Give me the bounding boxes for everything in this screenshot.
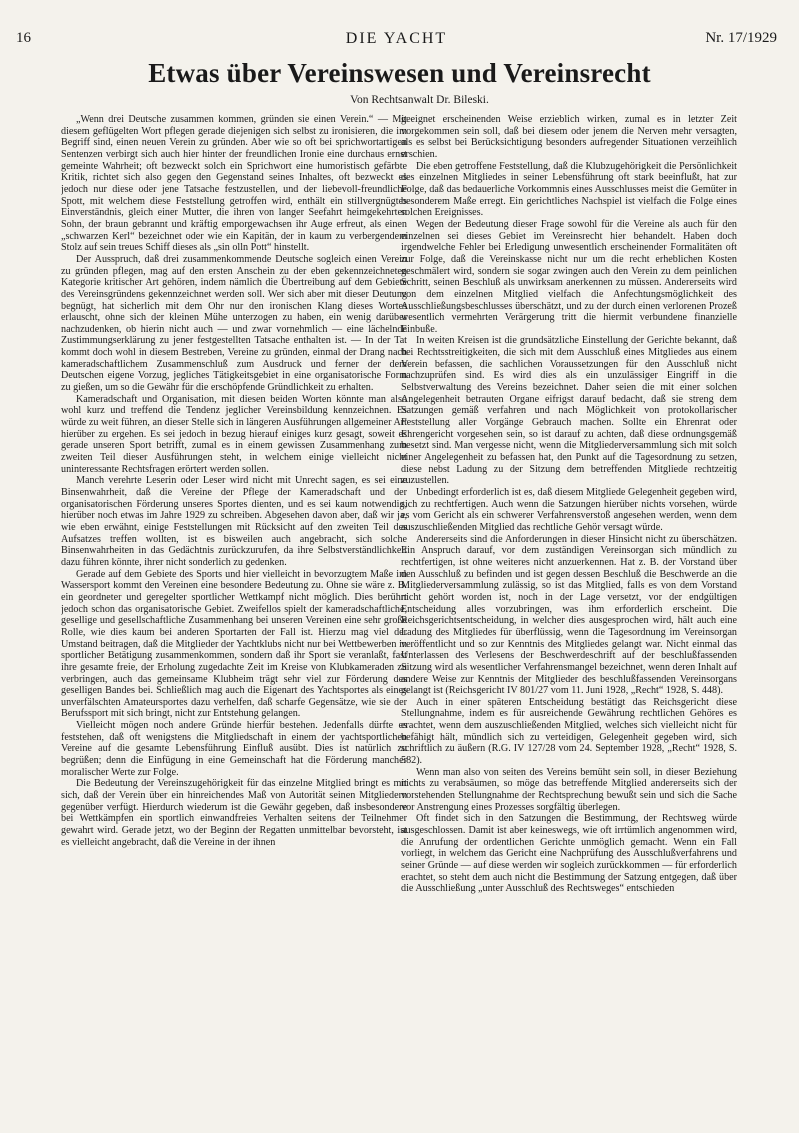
paragraph: Vielleicht mögen noch andere Gründe hierfür bestehen. Jedenfalls dürfte es feststehen, daß oft wenigstens die Mitgliedschaft in einem der yachtsportlichen Vereine auf die gesamte Lebensführung Einfluß ausübt. Dies ist natürlich zu begrüßen; denn die Einfügung in eine Gemeinschaft hat die Förderung mancher moralischer Werte zur Folge. xyxy=(61,720,407,778)
paragraph: geeignet erscheinenden Weise erzieblich wirken, zumal es in letzter Zeit vorgekommen sein soll, daß bei diesem oder jenem die Nerven mehr versagten, als es selbst bei Berücksichtigung besonders aufregender Situationen verzeihlich erschien. xyxy=(401,114,737,160)
issue-number: Nr. 17/1929 xyxy=(705,30,777,46)
paragraph: Manch verehrte Leserin oder Leser wird nicht mit Unrecht sagen, es sei eine Binsenwahrheit, daß die Vereine der Pflege der Kameradschaft und der organisatorischen Förderung unseres Sportes dienten, und es sei kaum notwendig, hierüber noch etwas im Jahre 1929 zu schreiben. Abgesehen davon aber, daß wir ja, wie eben erwähnt, einige Feststellungen mit Rücksicht auf den zweiten Teil des Aufsatzes treffen wollten, ist es bisweilen auch angebracht, sich solche Binsenwahrheiten in das Gedächtnis zurückzurufen, da ihre Selbstverständlichkeit dazu führen könnte, ihrer nicht sonderlich zu gedenken. xyxy=(61,475,407,568)
page-number: 16 xyxy=(16,30,31,46)
paragraph: Die eben getroffene Feststellung, daß die Klubzugehörigkeit die Persönlichkeit des einzelnen Mitgliedes in seiner Lebensführung oft stark beeinflußt, hat zur Folge, daß das bedauerliche Vorkommnis eines Ausschlusses meist die Gemüter in besonderem Maße erregt. Ein gerichtliches Nachspiel ist vielfach die Folge eines solchen Ereignisses. xyxy=(401,160,737,219)
paragraph: Die Bedeutung der Vereinszugehörigkeit für das einzelne Mitglied bringt es mit sich, daß der Verein über ein hinreichendes Maß von Autorität seinen Mitgliedern gegenüber verfügt. Hierdurch wiederum ist die Gewähr gegeben, daß insbesondere bei Wettkämpfen ein sportlich einwandfreies Verhalten seitens der Teilnehmer gewahrt wird. Gerade jetzt, wo der Beginn der Regatten unmittelbar bevorsteht, ist es vielleicht angebracht, daß die Vereine in der ihnen xyxy=(61,778,407,848)
paragraph: Andererseits sind die Anforderungen in dieser Hinsicht nicht zu überschätzen. Ein Anspruch darauf, vor dem zuständigen Vereinsorgan sich mündlich zu rechtfertigen, ist ohne weiteres nicht anzuerkennen. Hat z. B. der Vorstand über den Ausschluß zu befinden und ist gegen dessen Beschluß die Beschwerde an die Mitgliederversammlung zulässig, so ist das Mitglied, falls es von dem Vorstand nicht gehört worden ist, noch in der Lage versetzt, vor der endgültigen Entscheidung alles vorzubringen, was ihm erforderlich erscheint. Die Reichsgerichtsentscheidung, in welcher dies ausgesprochen wird, hält auch eine Ladung des Mitgliedes für überflüssig, wenn die Tagesordnung im Vereinsorgan veröffentlicht und so zur Kenntnis des Mitgliedes gelangt war. Nicht einmal das Unterlassen des Verlesens der Beschwerdeschrift auf der beschlußfassenden Sitzung wird als wesentlicher Verfahrensmangel bezeichnet, wenn deren Inhalt auf andere Weise zur Kenntnis der Mitglieder des beschlußfassenden Vereinsorgans gelangt ist (Reichsgericht IV 801/27 vom 11. Juni 1928, „Recht“ 1928, S. 448). xyxy=(401,533,737,697)
right-column xyxy=(401,114,737,1124)
paragraph: Gerade auf dem Gebiete des Sports und hier vielleicht in bevorzugtem Maße im Wassersport kommt den Vereinen eine besondere Bedeutung zu. Ohne sie wäre z. B. ein geordneter und geregelter sportlicher Wettkampf nicht möglich. Dies berührt jedoch schon das organisatorische Gebiet. Zweifellos spielt der kameradschaftliche, gesellige und gesellschaftliche Zusammenhang bei unseren Vereinen eine sehr große Rolle, wie dies kaum bei anderen Sportarten der Fall ist. Hierzu mag viel der Umstand beitragen, daß die Mitglieder der Yachtklubs nicht nur bei Wettbewerben in sportlicher Betätigung zusammenkommen, sondern daß ihr Sport sie veranlaßt, fast ihre gesamte freie, der Erholung zugedachte Zeit im Kreise von Klubkameraden zu verbringen, auch das gemeinsame Klubheim trägt sehr viel zur Förderung des geselligen Bandes bei. Schließlich mag auch die Eigenart des Yachtsportes als eines unverfälschten Amateursportes dazu verhelfen, daß scharfe Gegensätze, wie sie der Berufssport mit sich bringt, nicht zur Entstehung gelangen. xyxy=(61,568,407,720)
left-column xyxy=(61,114,407,1124)
article-byline: Von Rechtsanwalt Dr. Bileski. xyxy=(350,94,489,106)
paragraph: Oft findet sich in den Satzungen die Bestimmung, der Rechtsweg würde ausgeschlossen. Damit ist aber keineswegs, wie oft irrtümlich angenommen wird, die Anrufung der ordentlichen Gerichte unmöglich gemacht. Wenn ein Fall vorliegt, in welchem das Gericht eine Nachprüfung des Ausschlußverfahrens und seiner Gründe — auf diese werden wir sogleich zurückkommen — für erforderlich erachtet, so steht dem auch nicht die Bestimmung der Satzung entgegen, daß über die Ausschließung „unter Ausschluß des Rechtsweges“ entschieden xyxy=(401,813,737,895)
paragraph: Wenn man also von seiten des Vereins bemüht sein soll, in dieser Beziehung nichts zu verabsäumen, so möge das betreffende Mitglied andererseits sich der vorstehenden Stellungnahme der Rechtsprechung bewußt sein und sich die Sache vor Anstrengung eines Prozesses sorgfältig überlegen. xyxy=(401,766,737,813)
paragraph: Wegen der Bedeutung dieser Frage sowohl für die Vereine als auch für den einzelnen sei dieses Gebiet im Vereinsrecht hier behandelt. Haben doch irgendwelche Fehler bei Erledigung unwesentlich erscheinender Formalitäten oft zur Folge, daß die Vereinskasse nicht nur um die recht erheblichen Kosten geschmälert wird, sondern sie sogar zwingen auch den Verein zu dem peinlichen Schritt, seinen Beschluß als unwirksam anerkennen zu müssen. Andererseits wird von dem einzelnen Mitglied vielfach die Anfechtungsmöglichkeit des Ausschließungsbeschlusses überschätzt, und zu der durch einen verlorenen Prozeß wesentlich vermehrten Verärgerung tritt die hiermit verbundene finanzielle Einbuße. xyxy=(401,218,737,335)
paragraph: In weiten Kreisen ist die grundsätzliche Einstellung der Gerichte bekannt, daß bei Rechtsstreitigkeiten, die sich mit dem Ausschluß eines Mitgliedes aus einem Verein befassen, die sachlichen Voraussetzungen für den Ausschluß nicht nachzuprüfen sind. Es wird dies als ein unzulässiger Eingriff in die Selbstverwaltung des Vereins bezeichnet. Daher seien die mit einer solchen Angelegenheit betrauten Organe eifrigst darauf bedacht, daß sie streng dem Satzungen gemäß verfahren und nach Möglichkeit von protokollarischer Feststellung aller Vorgänge Gebrauch machen. Sollte ein Ehrenrat oder Ehrengericht vorgesehen sein, so ist darauf zu achten, daß diese ordnungsgemäß besetzt sind. Man vergesse nicht, wenn die Mitgliederversammlung sich mit solch einer Angelegenheit zu befassen hat, den Punkt auf die Tagesordnung zu setzen, diese nebst Ladung zu der Sitzung dem betreffenden Mitgliede rechtzeitig zuzustellen. xyxy=(401,335,737,487)
paragraph: „Wenn drei Deutsche zusammen kommen, gründen sie einen Verein.“ — Mit diesem geflügelten Wort pflegen gerade diejenigen sich selbst zu ironisieren, die im Begriff sind, einen neuen Verein zu gründen. Aber wie so oft bei sprichwortartigen Sentenzen verbirgt sich auch hier hinter der freundlichen Ironie eine durchaus ernst gemeinte Wahrheit; oft bezweckt solch ein Sprichwort eine humoristisch gefärbte Kritik, richtet sich also gegen den Gegenstand seines Inhaltes, oft bezweckt es jedoch nur diese oder jene Tatsache festzustellen, und der liebevoll-freundliche Spott, mit welchem diese Feststellung getroffen wird, enthält ein stillvergnügtes Einverständnis, gleich einer Mutter, die ihren von langer Seefahrt heimgekehrten Sohn, der braun gebrannt und kräftig emporgewachsen ihr Auge erfreut, als einen „schwarzen Kerl“ bezeichnet oder wie ein Kapitän, der in kaum zu verbergendem Stolz auf sein treues Schiff dieses als „sin olln Pott“ hinstellt. xyxy=(61,114,407,254)
article-title: Etwas über Vereinswesen und Vereinsrecht xyxy=(148,58,651,88)
paragraph: Auch in einer späteren Entscheidung bestätigt das Reichsgericht diese Stellungnahme, indem es für ausreichende Gewährung rechtlichen Gehöres es erachtet, wenn dem auszuschließenden Mitglied, welches sich vielleicht nicht für befähigt hält, mündlich sich zu verteidigen, Gelegenheit gegeben wird, sich schriftlich zu äußern (R.G. IV 127/28 vom 24. September 1928, „Recht“ 1928, S. 582). xyxy=(401,696,737,767)
paragraph: Der Ausspruch, daß drei zusammenkommende Deutsche sogleich einen Verein zu gründen pflegen, mag auf den ersten Anschein zu der eben gekennzeichneten Kategorie kritischer Art gehören, indem nämlich die Übertreibung auf dem Gebiete des Vereinsgründens gekennzeichnet werden soll. Wer sich aber mit dieser Deutung begnügt, hat sicherlich mit dem Ohr nur den ironischen Klang dieses Wortes erlauscht, ohne sich der kleinen Mühe unterzogen zu haben, ein wenig darüber nachzudenken, ob hierin nicht auch — und zwar vornehmlich — eine lächelnde Zustimmungserklärung zu jener festgestellten Tatsache enthalten ist. — In der Tat kommt doch wohl in diesem Bestreben, Vereine zu gründen, einmal der Drang nach kameradschaftlichem Zusammenschluß zum Ausdruck und ferner der dem Deutschen eigene Vorzug, jegliches Tätigkeitsgebiet in eine organisatorische Form zu gießen, um so die Gewähr für die erschöpfende Gründlichkeit zu erhalten. xyxy=(61,253,407,394)
running-head xyxy=(16,30,777,52)
paragraph: Unbedingt erforderlich ist es, daß diesem Mitgliede Gelegenheit gegeben wird, sich zu rechtfertigen. Auch wenn die Satzungen hierüber nichts vorsehen, würde es vom Gericht als ein schwerer Verfahrensverstoß angesehen werden, wenn dem auszuschließenden Mitglied das rechtliche Gehör versagt würde. xyxy=(401,487,737,533)
journal-name: DIE YACHT xyxy=(345,30,448,47)
paragraph: Kameradschaft und Organisation, mit diesen beiden Worten könnte man also wohl kurz und treffend die Tendenz jeglicher Vereinsbildung kennzeichnen. Es würde zu weit führen, an dieser Stelle sich in längeren Ausführungen allgemeiner Art hierüber zu ergehen. Es sei jedoch in bezug hierauf einiges kurz gesagt, soweit es gerade unseren Sport betrifft, zumal es in einem gewissen Zusammenhang zum zweiten Teil dieser Ausführungen steht, in welchem einige vielleicht nicht uninteressante Rechtsfragen erörtert werden sollen. xyxy=(61,393,407,475)
